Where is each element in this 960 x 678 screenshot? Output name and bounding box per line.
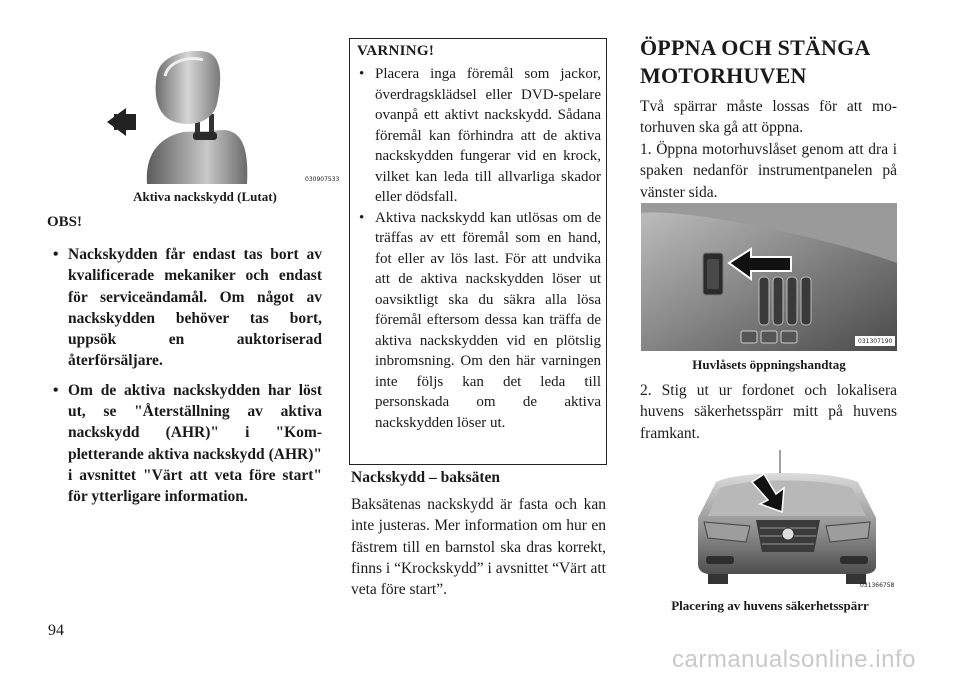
watermark: carmanualsonline.info [672, 646, 916, 673]
arrow-left-icon [107, 108, 136, 136]
obs-list [47, 244, 322, 508]
rear-headrest-text: Baksätenas nackskydd är fasta och kan inte justeras. Mer information om hur en fästrem till en barnstol ska dras korrekt, finns i “Krockskydd” i avsnittet “Värt att veta före start”. [351, 496, 606, 599]
hood-release-illustration [641, 203, 897, 351]
warning-list [357, 64, 601, 433]
figure-caption: Placering av huvens säkerhetsspärr [671, 598, 869, 613]
warning-title: VARNING! [357, 43, 435, 59]
figure-code: 031366758 [860, 582, 895, 589]
car-front-illustration [680, 448, 895, 590]
obs-title: OBS! [47, 214, 83, 230]
rear-headrest-heading: Nackskydd – baksäten [351, 469, 501, 486]
warning-item: • Placera inga föremål som jackor, överdragsklädsel eller DVD-spelare ovanpå ett aktivt nackskydd. Sådana föremål kan förhindra att de aktiva nackskydden fungerar vid en krock, vilket kan leda till allvarliga skador eller dödsfall. [359, 66, 601, 205]
intro-text: Två spärrar måste lossas för att motorhuven ska gå att öppna. [640, 98, 897, 137]
warning-box [349, 38, 607, 465]
obs-item: • Om de aktiva nackskydden har löst ut, se "Återställning av aktiva nackskydd (AHR)" i "Kompletterande aktiva nackskydd (AHR)" i avsnittet "Värt att veta före start" för ytterligare information. [53, 381, 322, 506]
figure-caption: Huvlåsets öppningshandtag [692, 357, 846, 372]
figure-code: 031307190 [858, 338, 893, 345]
figure-code: 030907533 [305, 176, 340, 183]
hood-latch-figure [680, 448, 895, 590]
step-1-text: 1. Öppna motorhuvslåset genom att dra i spaken nedanför instrumentpanelen på vänster sida. [640, 141, 897, 201]
warning-item: • Aktiva nackskydd kan utlösas om de träffas av ett föremål som en hand, fot eller av lös last. För att undvika att de aktiva nackskydden löser ut oavsiktligt ska du säkra alla lösa föremål eftersom dessa kan träffa de aktiva nackskydden vid en plötslig inbromsning. Om den här varningen inte följs kan det leda till personskada om de aktiva nackskydden löser ut. [359, 209, 601, 431]
step-2-text: 2. Stig ut ur fordonet och lokalisera huvens säkerhetsspärr mitt på huvens framkant. [640, 382, 897, 442]
figure-caption: Aktiva nackskydd (Lutat) [133, 189, 277, 204]
page-number: 94 [48, 622, 64, 639]
obs-item: • Nackskydden får endast tas bort av kvalificerade mekaniker och endast för serviceändamål. Om något av nackskydden behöver tas bort, uppsök en auktoriserad återförsäljare. [53, 246, 322, 370]
headrest-illustration [95, 46, 340, 186]
section-title: ÖPPNA OCH STÄNGA MOTORHUVEN [640, 35, 870, 88]
hood-release-figure [641, 203, 897, 351]
headrest-figure [95, 46, 340, 186]
